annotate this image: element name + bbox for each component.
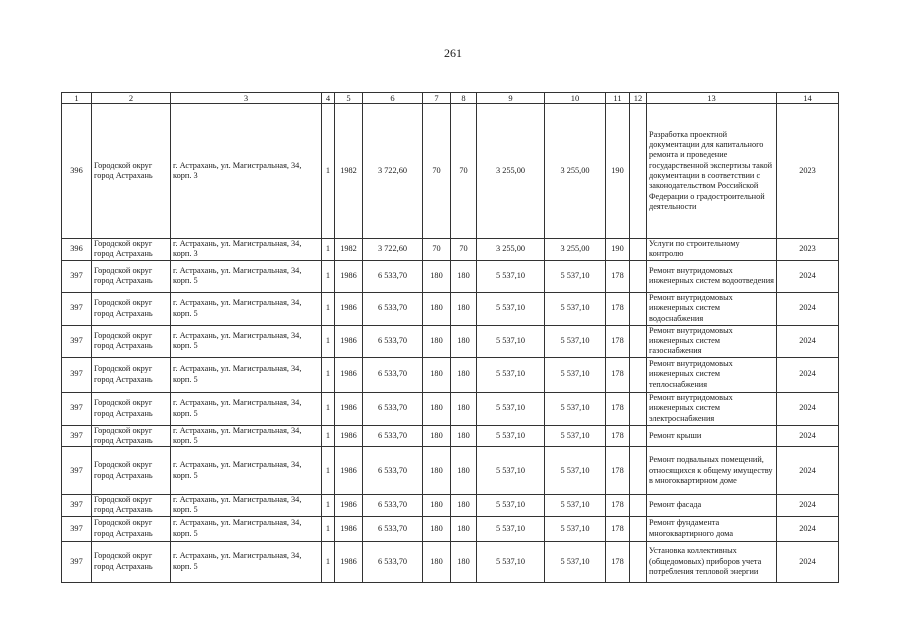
cell-work-type: Ремонт фундамента многоквартирного дома — [647, 516, 777, 541]
cell-col12 — [630, 516, 647, 541]
cell-col8: 180 — [451, 292, 477, 325]
cell-cost-limit: 5 537,10 — [545, 325, 606, 357]
cell-cost-limit: 5 537,10 — [545, 516, 606, 541]
cell-cost-limit: 5 537,10 — [545, 495, 606, 517]
cell-address: г. Астрахань, ул. Магистральная, 34, корп. 5 — [171, 516, 322, 541]
cell-area: 6 533,70 — [363, 260, 423, 292]
cell-plan-year: 2024 — [777, 516, 839, 541]
cell-col12 — [630, 425, 647, 447]
cell-cost-limit: 5 537,10 — [545, 447, 606, 495]
table-row — [62, 516, 839, 541]
cell-col4: 1 — [322, 357, 335, 392]
cell-work-type: Ремонт внутридомовых инженерных систем теплоснабжения — [647, 357, 777, 392]
column-header: 3 — [171, 93, 322, 104]
cell-col11: 178 — [606, 392, 630, 425]
cell-row-number: 397 — [62, 260, 92, 292]
cell-area: 6 533,70 — [363, 495, 423, 517]
cell-plan-year: 2024 — [777, 325, 839, 357]
cell-col7: 180 — [423, 425, 451, 447]
cell-col8: 180 — [451, 357, 477, 392]
cell-plan-year: 2024 — [777, 495, 839, 517]
cell-address: г. Астрахань, ул. Магистральная, 34, корп. 5 — [171, 425, 322, 447]
cell-col11: 190 — [606, 104, 630, 239]
cell-plan-year: 2024 — [777, 447, 839, 495]
cell-address: г. Астрахань, ул. Магистральная, 34, корп. 5 — [171, 357, 322, 392]
cell-col7: 70 — [423, 104, 451, 239]
cell-address: г. Астрахань, ул. Магистральная, 34, корп. 5 — [171, 541, 322, 582]
cell-col8: 180 — [451, 260, 477, 292]
cell-row-number: 396 — [62, 239, 92, 261]
cell-year: 1982 — [335, 104, 363, 239]
cell-municipality: Городской округ город Астрахань — [92, 392, 171, 425]
table-row — [62, 325, 839, 357]
cell-row-number: 397 — [62, 541, 92, 582]
column-header: 2 — [92, 93, 171, 104]
cell-cost: 5 537,10 — [477, 516, 545, 541]
cell-col7: 180 — [423, 292, 451, 325]
cell-col7: 180 — [423, 325, 451, 357]
cell-col8: 70 — [451, 239, 477, 261]
cell-cost-limit: 3 255,00 — [545, 104, 606, 239]
cell-cost-limit: 5 537,10 — [545, 260, 606, 292]
cell-col4: 1 — [322, 260, 335, 292]
repair-program-table — [61, 92, 839, 583]
cell-col12 — [630, 495, 647, 517]
cell-municipality: Городской округ город Астрахань — [92, 325, 171, 357]
cell-municipality: Городской округ город Астрахань — [92, 104, 171, 239]
cell-cost-limit: 5 537,10 — [545, 292, 606, 325]
cell-col4: 1 — [322, 325, 335, 357]
cell-area: 6 533,70 — [363, 392, 423, 425]
cell-col8: 180 — [451, 425, 477, 447]
table-row — [62, 425, 839, 447]
cell-area: 6 533,70 — [363, 516, 423, 541]
cell-cost-limit: 5 537,10 — [545, 357, 606, 392]
cell-municipality: Городской округ город Астрахань — [92, 425, 171, 447]
column-header: 9 — [477, 93, 545, 104]
cell-col8: 180 — [451, 541, 477, 582]
table-row — [62, 292, 839, 325]
cell-cost-limit: 5 537,10 — [545, 541, 606, 582]
cell-row-number: 397 — [62, 447, 92, 495]
cell-col12 — [630, 392, 647, 425]
cell-year: 1986 — [335, 292, 363, 325]
cell-col4: 1 — [322, 292, 335, 325]
column-header: 4 — [322, 93, 335, 104]
column-header: 5 — [335, 93, 363, 104]
column-header: 13 — [647, 93, 777, 104]
cell-year: 1986 — [335, 425, 363, 447]
cell-work-type: Ремонт внутридомовых инженерных систем газоснабжения — [647, 325, 777, 357]
cell-work-type: Ремонт крыши — [647, 425, 777, 447]
table-row — [62, 260, 839, 292]
cell-col4: 1 — [322, 425, 335, 447]
table-row — [62, 357, 839, 392]
cell-plan-year: 2024 — [777, 541, 839, 582]
column-header: 14 — [777, 93, 839, 104]
table-row — [62, 392, 839, 425]
cell-col8: 180 — [451, 392, 477, 425]
cell-address: г. Астрахань, ул. Магистральная, 34, корп. 3 — [171, 104, 322, 239]
cell-year: 1986 — [335, 495, 363, 517]
cell-area: 6 533,70 — [363, 425, 423, 447]
cell-col7: 180 — [423, 392, 451, 425]
cell-col4: 1 — [322, 516, 335, 541]
cell-col7: 180 — [423, 541, 451, 582]
cell-col8: 180 — [451, 447, 477, 495]
column-header: 10 — [545, 93, 606, 104]
cell-plan-year: 2024 — [777, 357, 839, 392]
cell-cost: 5 537,10 — [477, 292, 545, 325]
column-number-row — [62, 93, 839, 104]
cell-col7: 180 — [423, 447, 451, 495]
cell-year: 1986 — [335, 357, 363, 392]
cell-year: 1986 — [335, 516, 363, 541]
cell-col12 — [630, 447, 647, 495]
cell-col11: 178 — [606, 357, 630, 392]
column-header: 11 — [606, 93, 630, 104]
cell-col12 — [630, 260, 647, 292]
cell-year: 1986 — [335, 325, 363, 357]
cell-work-type: Ремонт внутридомовых инженерных систем водоснабжения — [647, 292, 777, 325]
cell-cost: 5 537,10 — [477, 325, 545, 357]
cell-col11: 178 — [606, 325, 630, 357]
cell-area: 6 533,70 — [363, 541, 423, 582]
cell-address: г. Астрахань, ул. Магистральная, 34, корп. 5 — [171, 325, 322, 357]
cell-col4: 1 — [322, 104, 335, 239]
cell-row-number: 397 — [62, 357, 92, 392]
cell-cost: 5 537,10 — [477, 357, 545, 392]
cell-col11: 178 — [606, 541, 630, 582]
cell-municipality: Городской округ город Астрахань — [92, 516, 171, 541]
cell-address: г. Астрахань, ул. Магистральная, 34, корп. 5 — [171, 495, 322, 517]
cell-address: г. Астрахань, ул. Магистральная, 34, корп. 5 — [171, 260, 322, 292]
cell-col7: 180 — [423, 357, 451, 392]
cell-cost: 5 537,10 — [477, 392, 545, 425]
column-header: 1 — [62, 93, 92, 104]
cell-col7: 180 — [423, 516, 451, 541]
cell-work-type: Ремонт внутридомовых инженерных систем электроснабжения — [647, 392, 777, 425]
cell-work-type: Ремонт фасада — [647, 495, 777, 517]
cell-year: 1986 — [335, 447, 363, 495]
cell-col12 — [630, 357, 647, 392]
cell-col7: 70 — [423, 239, 451, 261]
table-row — [62, 239, 839, 261]
cell-area: 6 533,70 — [363, 447, 423, 495]
cell-col12 — [630, 292, 647, 325]
cell-row-number: 397 — [62, 516, 92, 541]
cell-col8: 180 — [451, 516, 477, 541]
cell-col4: 1 — [322, 495, 335, 517]
cell-plan-year: 2023 — [777, 239, 839, 261]
cell-col12 — [630, 104, 647, 239]
page-number: 261 — [444, 46, 462, 60]
cell-cost-limit: 5 537,10 — [545, 425, 606, 447]
cell-work-type: Услуги по строительному контролю — [647, 239, 777, 261]
cell-col4: 1 — [322, 541, 335, 582]
cell-area: 3 722,60 — [363, 104, 423, 239]
cell-address: г. Астрахань, ул. Магистральная, 34, корп. 5 — [171, 447, 322, 495]
cell-work-type: Установка коллективных (общедомовых) приборов учета потребления тепловой энергии — [647, 541, 777, 582]
table-row — [62, 447, 839, 495]
cell-year: 1986 — [335, 260, 363, 292]
cell-cost-limit: 5 537,10 — [545, 392, 606, 425]
cell-plan-year: 2024 — [777, 425, 839, 447]
cell-work-type: Ремонт подвальных помещений, относящихся к общему имуществу в многоквартирном доме — [647, 447, 777, 495]
cell-cost: 5 537,10 — [477, 260, 545, 292]
cell-cost: 3 255,00 — [477, 104, 545, 239]
cell-col12 — [630, 325, 647, 357]
cell-municipality: Городской округ город Астрахань — [92, 541, 171, 582]
cell-plan-year: 2024 — [777, 260, 839, 292]
cell-row-number: 397 — [62, 425, 92, 447]
cell-cost-limit: 3 255,00 — [545, 239, 606, 261]
cell-municipality: Городской округ город Астрахань — [92, 260, 171, 292]
table-row — [62, 495, 839, 517]
cell-address: г. Астрахань, ул. Магистральная, 34, корп. 3 — [171, 239, 322, 261]
cell-col8: 180 — [451, 325, 477, 357]
cell-col11: 178 — [606, 447, 630, 495]
cell-col11: 178 — [606, 495, 630, 517]
cell-work-type: Ремонт внутридомовых инженерных систем водоотведения — [647, 260, 777, 292]
cell-cost: 5 537,10 — [477, 447, 545, 495]
cell-municipality: Городской округ город Астрахань — [92, 357, 171, 392]
cell-col8: 70 — [451, 104, 477, 239]
cell-year: 1986 — [335, 392, 363, 425]
cell-work-type: Разработка проектной документации для капитального ремонта и проведение государственной экспертизы такой документации в соответствии с законодательством Российской Федерации о градостроительной деятельности — [647, 104, 777, 239]
column-header: 6 — [363, 93, 423, 104]
cell-cost: 5 537,10 — [477, 425, 545, 447]
cell-row-number: 397 — [62, 292, 92, 325]
cell-col8: 180 — [451, 495, 477, 517]
table-row — [62, 541, 839, 582]
cell-col4: 1 — [322, 447, 335, 495]
cell-cost: 5 537,10 — [477, 541, 545, 582]
cell-col11: 190 — [606, 239, 630, 261]
cell-col12 — [630, 239, 647, 261]
cell-municipality: Городской округ город Астрахань — [92, 495, 171, 517]
cell-col4: 1 — [322, 239, 335, 261]
cell-plan-year: 2024 — [777, 292, 839, 325]
cell-plan-year: 2023 — [777, 104, 839, 239]
cell-row-number: 397 — [62, 325, 92, 357]
cell-col11: 178 — [606, 516, 630, 541]
cell-address: г. Астрахань, ул. Магистральная, 34, корп. 5 — [171, 392, 322, 425]
cell-area: 3 722,60 — [363, 239, 423, 261]
table-body — [62, 93, 839, 583]
cell-municipality: Городской округ город Астрахань — [92, 292, 171, 325]
table-row — [62, 104, 839, 239]
cell-plan-year: 2024 — [777, 392, 839, 425]
column-header: 8 — [451, 93, 477, 104]
cell-municipality: Городской округ город Астрахань — [92, 447, 171, 495]
cell-cost: 3 255,00 — [477, 239, 545, 261]
cell-year: 1986 — [335, 541, 363, 582]
cell-col11: 178 — [606, 292, 630, 325]
cell-col7: 180 — [423, 260, 451, 292]
cell-row-number: 396 — [62, 104, 92, 239]
cell-address: г. Астрахань, ул. Магистральная, 34, корп. 5 — [171, 292, 322, 325]
cell-municipality: Городской округ город Астрахань — [92, 239, 171, 261]
column-header: 12 — [630, 93, 647, 104]
cell-cost: 5 537,10 — [477, 495, 545, 517]
cell-col11: 178 — [606, 260, 630, 292]
cell-col4: 1 — [322, 392, 335, 425]
cell-col7: 180 — [423, 495, 451, 517]
cell-col12 — [630, 541, 647, 582]
cell-row-number: 397 — [62, 392, 92, 425]
cell-year: 1982 — [335, 239, 363, 261]
cell-area: 6 533,70 — [363, 292, 423, 325]
cell-area: 6 533,70 — [363, 357, 423, 392]
cell-area: 6 533,70 — [363, 325, 423, 357]
cell-col11: 178 — [606, 425, 630, 447]
column-header: 7 — [423, 93, 451, 104]
cell-row-number: 397 — [62, 495, 92, 517]
